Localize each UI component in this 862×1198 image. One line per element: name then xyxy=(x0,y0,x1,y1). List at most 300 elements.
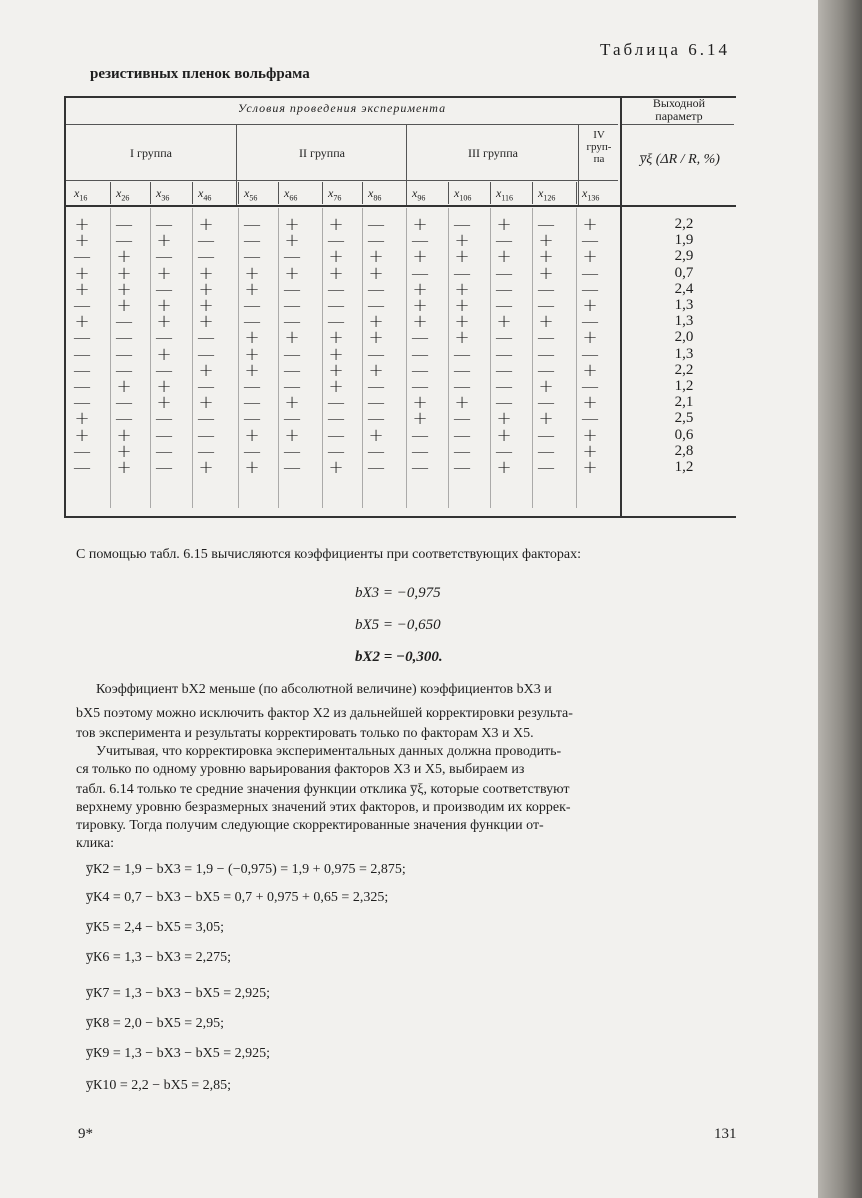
sign-cell: + xyxy=(538,408,554,430)
sign-cell: + xyxy=(156,392,172,414)
column-divider xyxy=(238,208,239,508)
sign-cell: + xyxy=(198,295,214,316)
sign-cell: + xyxy=(328,457,344,478)
sign-cell: — xyxy=(537,343,555,365)
sign-cell: — xyxy=(283,359,301,381)
factor-header-divider xyxy=(278,182,279,204)
sign-cell: + xyxy=(116,246,132,268)
sign-cell: — xyxy=(537,214,555,235)
sign-cell: — xyxy=(537,359,555,381)
sign-cell: — xyxy=(155,457,173,478)
output-value: 2,9 xyxy=(674,248,694,265)
sign-cell: + xyxy=(284,327,300,349)
sign-cell: + xyxy=(244,359,260,381)
sign-cell: + xyxy=(198,214,214,235)
paragraph-3-line-3: табл. 6.14 только те средние значения функции отклика y̅ξ, которые соответствуют xyxy=(76,782,570,797)
table-output-separator xyxy=(620,96,622,516)
sign-cell: — xyxy=(197,327,215,349)
sign-cell: — xyxy=(115,343,133,365)
output-value: 2,1 xyxy=(674,394,694,411)
sign-cell: — xyxy=(115,311,133,333)
sign-cell: — xyxy=(495,392,513,414)
sign-cell: + xyxy=(582,295,598,316)
sign-cell: — xyxy=(453,214,471,235)
sign-cell: + xyxy=(538,246,554,268)
sign-cell: — xyxy=(243,392,261,414)
factor-header-x116: $x_{116}$ xyxy=(496,186,514,203)
sign-cell: — xyxy=(411,440,429,462)
column-divider xyxy=(322,208,323,508)
output-value: 1,3 xyxy=(674,345,694,362)
sign-cell: + xyxy=(454,246,470,268)
column-divider xyxy=(192,208,193,508)
header-bottom-rule xyxy=(64,205,736,207)
sign-cell: — xyxy=(367,457,385,478)
conditions-header: Условия проведения эксперимента xyxy=(237,101,447,115)
output-header-line2: параметр xyxy=(655,109,703,123)
group-rule xyxy=(66,180,618,181)
correction-k5: y̅К5 = 2,4 − bX5 = 3,05; xyxy=(86,920,225,935)
sign-cell: — xyxy=(243,376,261,397)
sign-cell: + xyxy=(198,359,214,381)
sign-cell: + xyxy=(156,262,172,284)
sign-cell: — xyxy=(283,408,301,430)
sign-cell: — xyxy=(453,376,471,397)
coef-x2: bX2 = −0,300. xyxy=(355,649,443,665)
sign-cell: — xyxy=(155,424,173,446)
sign-cell: — xyxy=(367,214,385,235)
sign-cell: — xyxy=(537,295,555,316)
sign-cell: — xyxy=(283,246,301,268)
sign-cell: + xyxy=(328,327,344,349)
factor-header-x76: $x_{76}$ xyxy=(328,186,342,203)
sign-cell: — xyxy=(495,278,513,300)
sign-cell: — xyxy=(197,246,215,268)
output-value: 1,3 xyxy=(674,313,694,330)
sign-cell: + xyxy=(582,457,598,478)
correction-k10: y̅К10 = 2,2 − bX5 = 2,85; xyxy=(86,1078,232,1093)
sign-cell: — xyxy=(367,392,385,414)
sign-cell: — xyxy=(155,327,173,349)
sign-cell: + xyxy=(538,311,554,333)
factor-header-divider xyxy=(322,182,323,204)
sign-cell: + xyxy=(156,343,172,365)
sign-cell: + xyxy=(582,327,598,349)
sign-cell: — xyxy=(495,343,513,365)
output-value: 1,9 xyxy=(674,232,694,249)
factor-header-divider xyxy=(406,182,407,204)
factor-header-divider xyxy=(362,182,363,204)
output-value: 2,2 xyxy=(674,361,694,378)
factor-header-x136: $x_{136}$ xyxy=(582,186,600,203)
sign-cell: — xyxy=(327,230,345,252)
sign-cell: — xyxy=(327,440,345,462)
group4-header xyxy=(579,129,619,165)
sign-cell: + xyxy=(328,376,344,397)
output-value: 2,2 xyxy=(674,216,694,232)
sign-cell: — xyxy=(73,392,91,414)
sign-cell: + xyxy=(582,440,598,462)
sign-cell: + xyxy=(368,246,384,268)
sign-cell: + xyxy=(156,295,172,316)
sign-cell: — xyxy=(243,295,261,316)
sign-cell: + xyxy=(454,278,470,300)
group1-header: I группа xyxy=(130,146,172,160)
paragraph-3-line-5: тировку. Тогда получим следующие скорректированные значения функции от- xyxy=(76,818,544,833)
coef-x5: bX5 = −0,650 xyxy=(355,617,441,633)
group-separator-3 xyxy=(578,124,579,206)
sign-cell: + xyxy=(116,457,132,478)
sign-cell: + xyxy=(116,440,132,462)
sign-cell: + xyxy=(198,392,214,414)
sign-cell: — xyxy=(367,440,385,462)
sign-cell: — xyxy=(581,408,599,430)
sign-cell: — xyxy=(115,230,133,252)
paragraph-2-line-3: тов эксперимента и результаты корректировать только по факторам X3 и X5. xyxy=(76,726,534,741)
sign-cell: + xyxy=(244,327,260,349)
sign-cell: — xyxy=(453,440,471,462)
sign-cell: — xyxy=(155,214,173,235)
factor-header-divider xyxy=(150,182,151,204)
sign-cell: — xyxy=(197,230,215,252)
sign-cell: + xyxy=(496,246,512,268)
sign-cell: + xyxy=(368,327,384,349)
factor-header-x56: $x_{56}$ xyxy=(244,186,258,203)
sign-cell: + xyxy=(198,278,214,300)
sign-cell: + xyxy=(156,376,172,397)
sign-cell: — xyxy=(495,376,513,397)
sign-cell: — xyxy=(243,246,261,268)
sign-cell: + xyxy=(538,376,554,397)
sign-cell: — xyxy=(495,262,513,284)
sign-cell: + xyxy=(74,214,90,235)
column-divider xyxy=(150,208,151,508)
sign-cell: — xyxy=(581,230,599,252)
sign-cell: — xyxy=(283,376,301,397)
sign-cell: + xyxy=(368,359,384,381)
column-divider xyxy=(406,208,407,508)
sign-cell: + xyxy=(328,343,344,365)
sign-cell: — xyxy=(243,214,261,235)
sign-cell: — xyxy=(581,376,599,397)
table-caption: резистивных пленок вольфрама xyxy=(90,66,310,82)
sign-cell: + xyxy=(74,230,90,252)
sign-cell: + xyxy=(244,424,260,446)
sign-cell: — xyxy=(411,262,429,284)
conditions-rule xyxy=(66,124,618,125)
sign-cell: + xyxy=(496,457,512,478)
output-value: 1,3 xyxy=(674,297,694,313)
factor-header-x66: $x_{66}$ xyxy=(284,186,298,203)
sign-cell: — xyxy=(581,343,599,365)
sign-cell: + xyxy=(496,424,512,446)
correction-k7: y̅К7 = 1,3 − bX3 − bX5 = 2,925; xyxy=(86,986,271,1001)
sign-cell: — xyxy=(367,408,385,430)
sign-cell: + xyxy=(454,230,470,252)
sign-cell: — xyxy=(197,424,215,446)
sign-cell: + xyxy=(284,214,300,235)
sign-cell: + xyxy=(454,327,470,349)
sign-cell: — xyxy=(495,230,513,252)
sign-cell: — xyxy=(411,230,429,252)
sign-cell: + xyxy=(328,214,344,235)
sign-cell: — xyxy=(537,457,555,478)
sign-cell: + xyxy=(582,392,598,414)
factor-header-divider xyxy=(576,182,577,204)
sign-cell: — xyxy=(73,343,91,365)
sign-cell: — xyxy=(453,343,471,365)
sign-cell: + xyxy=(74,424,90,446)
output-formula: y̅ξ (ΔR / R, %) xyxy=(640,152,720,167)
sign-cell: + xyxy=(582,214,598,235)
coef-x3: bX3 = −0,975 xyxy=(355,585,441,601)
sign-cell: — xyxy=(495,440,513,462)
sign-cell: — xyxy=(495,359,513,381)
sign-cell: — xyxy=(115,214,133,235)
sign-cell: — xyxy=(243,311,261,333)
sign-cell: — xyxy=(73,457,91,478)
factor-header-x96: $x_{96}$ xyxy=(412,186,426,203)
paragraph-3-line-6: клика: xyxy=(76,836,114,851)
sign-cell: + xyxy=(412,214,428,235)
group4-line3: па xyxy=(593,153,605,165)
sign-cell: — xyxy=(411,457,429,478)
sign-cell: — xyxy=(327,311,345,333)
sign-cell: — xyxy=(283,457,301,478)
correction-k6: y̅К6 = 1,3 − bX3 = 2,275; xyxy=(86,950,232,965)
group-separator-1 xyxy=(236,124,237,206)
sign-cell: — xyxy=(327,278,345,300)
sign-cell: — xyxy=(367,376,385,397)
correction-k8: y̅К8 = 2,0 − bX5 = 2,95; xyxy=(86,1016,225,1031)
paragraph-3-line-1: Учитывая, что корректировка экспериментальных данных должна проводить- xyxy=(96,744,562,759)
sign-cell: — xyxy=(537,424,555,446)
factor-header-x36: $x_{36}$ xyxy=(156,186,170,203)
sign-cell: + xyxy=(284,392,300,414)
sign-cell: — xyxy=(73,376,91,397)
sign-cell: + xyxy=(368,424,384,446)
sign-cell: + xyxy=(496,214,512,235)
sign-cell: — xyxy=(73,327,91,349)
group3-header: III группа xyxy=(468,146,518,160)
sign-cell: — xyxy=(537,278,555,300)
sign-cell: — xyxy=(453,408,471,430)
sign-cell: — xyxy=(537,327,555,349)
sign-cell: — xyxy=(197,440,215,462)
sign-cell: — xyxy=(581,262,599,284)
sign-cell: — xyxy=(73,246,91,268)
sign-cell: — xyxy=(411,343,429,365)
sign-cell: — xyxy=(367,295,385,316)
sign-cell: — xyxy=(327,408,345,430)
factor-header-x126: $x_{126}$ xyxy=(538,186,556,203)
sign-cell: — xyxy=(197,376,215,397)
output-header xyxy=(622,97,736,123)
sign-cell: — xyxy=(581,278,599,300)
paragraph-3-line-4: верхнему уровню безразмерных значений этих факторов, и производим их коррек- xyxy=(76,800,571,815)
sign-cell: — xyxy=(327,295,345,316)
sign-cell: + xyxy=(454,311,470,333)
sign-cell: + xyxy=(538,230,554,252)
sign-cell: + xyxy=(368,262,384,284)
sign-cell: — xyxy=(537,392,555,414)
group4-line1: IV xyxy=(593,129,605,141)
sign-cell: — xyxy=(283,278,301,300)
sign-cell: — xyxy=(115,327,133,349)
sign-cell: — xyxy=(73,295,91,316)
sign-cell: — xyxy=(115,392,133,414)
paragraph-1: С помощью табл. 6.15 вычисляются коэффициенты при соответствующих факторах: xyxy=(76,547,581,562)
sign-cell: + xyxy=(74,311,90,333)
factor-header-divider xyxy=(490,182,491,204)
output-value: 2,5 xyxy=(674,410,694,427)
sign-cell: — xyxy=(411,424,429,446)
sign-cell: — xyxy=(411,359,429,381)
sign-cell: — xyxy=(283,343,301,365)
factor-header-divider xyxy=(532,182,533,204)
output-header-line1: Выходной xyxy=(652,96,706,110)
output-value: 0,6 xyxy=(674,426,694,443)
factor-header-divider xyxy=(238,182,239,204)
sign-cell: — xyxy=(453,262,471,284)
column-divider xyxy=(278,208,279,508)
sign-cell: + xyxy=(412,311,428,333)
sign-cell: + xyxy=(198,262,214,284)
sign-cell: + xyxy=(454,295,470,316)
sign-cell: — xyxy=(73,440,91,462)
column-divider xyxy=(576,208,577,508)
sign-cell: + xyxy=(412,392,428,414)
sign-cell: + xyxy=(412,278,428,300)
sign-cell: — xyxy=(283,440,301,462)
sign-cell: + xyxy=(116,262,132,284)
group4-line2: груп- xyxy=(586,141,612,153)
sign-cell: + xyxy=(116,376,132,397)
factor-header-divider xyxy=(192,182,193,204)
sign-cell: + xyxy=(116,295,132,316)
sign-cell: + xyxy=(284,230,300,252)
sign-cell: — xyxy=(367,343,385,365)
sign-cell: — xyxy=(411,376,429,397)
factor-header-x16: $x_{16}$ xyxy=(74,186,88,203)
sign-cell: — xyxy=(453,359,471,381)
correction-k4: y̅К4 = 0,7 − bX3 − bX5 = 0,7 + 0,975 + 0,65 = 2,325; xyxy=(86,890,389,905)
sign-cell: + xyxy=(496,408,512,430)
sign-cell: — xyxy=(581,311,599,333)
paragraph-2-line-1: Коэффициент bX2 меньше (по абсолютной величине) коэффициентов bX3 и xyxy=(96,682,552,697)
sign-cell: — xyxy=(197,343,215,365)
sign-cell: — xyxy=(155,278,173,300)
output-value: 2,0 xyxy=(674,329,694,346)
sign-cell: + xyxy=(156,230,172,252)
factor-header-x86: $x_{86}$ xyxy=(368,186,382,203)
sign-cell: + xyxy=(198,311,214,333)
sign-cell: + xyxy=(74,262,90,284)
sign-cell: — xyxy=(243,408,261,430)
sign-cell: + xyxy=(412,246,428,268)
sign-cell: — xyxy=(495,295,513,316)
column-divider xyxy=(448,208,449,508)
sign-cell: + xyxy=(284,424,300,446)
sign-cell: — xyxy=(495,327,513,349)
sign-cell: — xyxy=(537,440,555,462)
sign-cell: + xyxy=(244,457,260,478)
sign-cell: + xyxy=(244,343,260,365)
sign-cell: — xyxy=(283,311,301,333)
sign-cell: + xyxy=(328,359,344,381)
output-value: 1,2 xyxy=(674,459,694,475)
sign-cell: + xyxy=(582,359,598,381)
page-edge-shadow xyxy=(818,0,862,1198)
sign-cell: + xyxy=(74,408,90,430)
sign-cell: — xyxy=(327,424,345,446)
sign-cell: + xyxy=(74,278,90,300)
sign-cell: + xyxy=(198,457,214,478)
sign-cell: + xyxy=(582,246,598,268)
sign-cell: — xyxy=(73,359,91,381)
sign-cell: + xyxy=(538,262,554,284)
factor-header-divider xyxy=(110,182,111,204)
column-divider xyxy=(532,208,533,508)
sign-cell: + xyxy=(244,278,260,300)
table-bottom-rule xyxy=(64,516,736,518)
sign-cell: — xyxy=(115,408,133,430)
factor-header-x46: $x_{46}$ xyxy=(198,186,212,203)
column-divider xyxy=(110,208,111,508)
sign-cell: — xyxy=(243,230,261,252)
output-value: 1,2 xyxy=(674,378,694,394)
correction-k2: y̅К2 = 1,9 − bX3 = 1,9 − (−0,975) = 1,9 + 0,975 = 2,875; xyxy=(86,862,406,877)
sign-cell: + xyxy=(116,424,132,446)
sign-cell: — xyxy=(283,295,301,316)
sign-cell: — xyxy=(115,359,133,381)
sign-cell: + xyxy=(412,295,428,316)
column-divider xyxy=(362,208,363,508)
sign-cell: — xyxy=(367,230,385,252)
sign-cell: + xyxy=(454,392,470,414)
sign-cell: + xyxy=(496,311,512,333)
sign-cell: — xyxy=(155,440,173,462)
column-divider xyxy=(490,208,491,508)
sign-cell: — xyxy=(327,392,345,414)
footer-signature: 9* xyxy=(78,1126,93,1142)
sign-cell: — xyxy=(155,246,173,268)
sign-cell: — xyxy=(453,424,471,446)
sign-cell: — xyxy=(243,440,261,462)
group2-header: II группа xyxy=(299,146,345,160)
sign-cell: + xyxy=(328,246,344,268)
page-number: 131 xyxy=(714,1126,737,1142)
paragraph-3-line-2: ся только по одному уровню варьирования факторов X3 и X5, выбираем из xyxy=(76,762,525,777)
sign-cell: + xyxy=(156,311,172,333)
sign-cell: — xyxy=(367,278,385,300)
factor-header-x26: $x_{26}$ xyxy=(116,186,130,203)
sign-cell: + xyxy=(284,262,300,284)
factor-header-x106: $x_{106}$ xyxy=(454,186,472,203)
sign-cell: — xyxy=(155,408,173,430)
sign-cell: — xyxy=(411,327,429,349)
sign-cell: + xyxy=(412,408,428,430)
output-header-rule xyxy=(622,124,734,125)
output-value: 0,7 xyxy=(674,264,694,281)
sign-cell: + xyxy=(582,424,598,446)
paragraph-2-line-2: bX5 поэтому можно исключить фактор X2 из дальнейшей корректировки результа- xyxy=(76,706,573,721)
table-label: Таблица 6.14 xyxy=(600,40,730,59)
correction-k9: y̅К9 = 1,3 − bX3 − bX5 = 2,925; xyxy=(86,1046,271,1061)
sign-cell: + xyxy=(116,278,132,300)
sign-cell: — xyxy=(197,408,215,430)
output-value: 2,8 xyxy=(674,442,694,459)
